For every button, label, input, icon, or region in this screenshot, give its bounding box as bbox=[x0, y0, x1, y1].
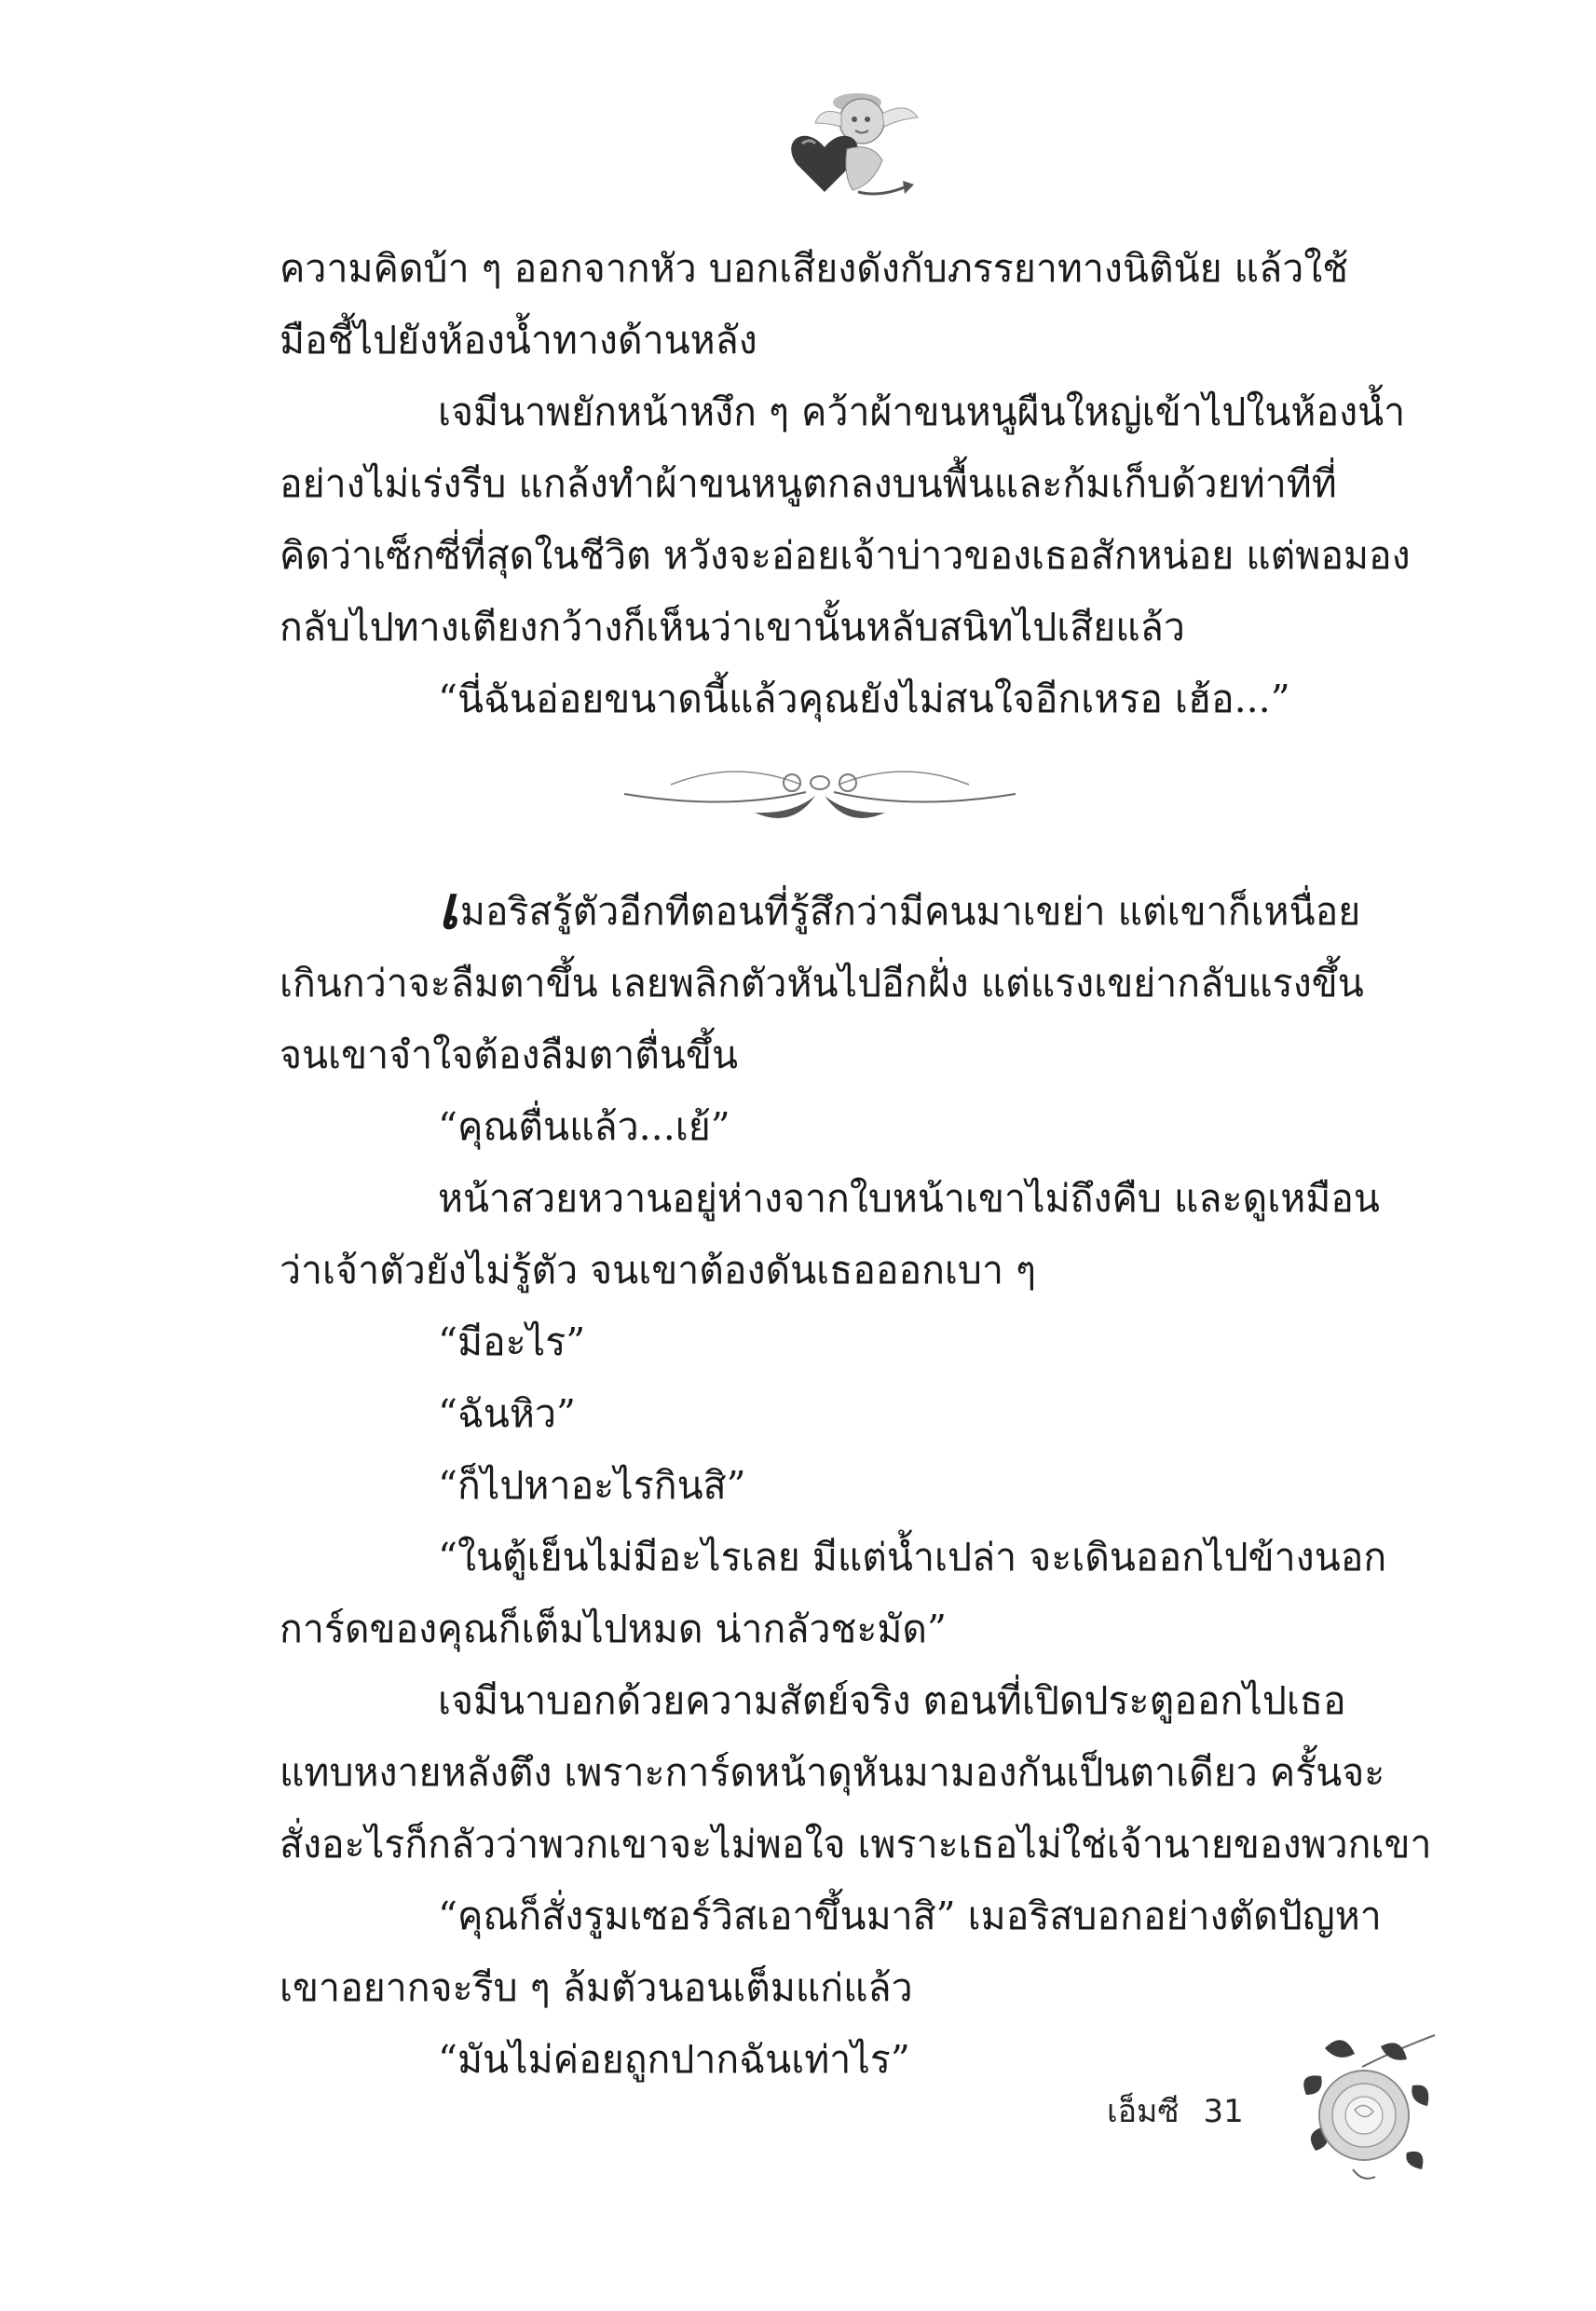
page-number: 31 bbox=[1203, 2093, 1244, 2130]
paragraph bbox=[280, 1306, 1412, 1378]
text-line: ว่าเจ้าตัวยังไม่รู้ตัว จนเขาต้องดันเธอออกเบา ๆ bbox=[280, 1248, 1037, 1292]
paragraph bbox=[280, 1522, 1412, 1665]
text-line: “ฉันหิว” bbox=[438, 1391, 576, 1436]
paragraph bbox=[280, 376, 1412, 663]
text-line: แทบหงายหลังตึง เพราะการ์ดหน้าดุหันมามองกันเป็นตาเดียว ครั้นจะ bbox=[280, 1750, 1385, 1795]
text-line: การ์ดของคุณก็เต็มไปหมด น่ากลัวชะมัด” bbox=[280, 1607, 947, 1651]
text-line-rest: มอริสรู้ตัวอีกทีตอนที่รู้สึกว่ามีคนมาเขย่า แต่เขาก็เหนื่อย bbox=[459, 889, 1361, 934]
text-line: “นี่ฉันอ่อยขนาดนี้แล้วคุณยังไม่สนใจอีกเหรอ เฮ้อ...” bbox=[438, 677, 1290, 721]
paragraph bbox=[280, 1091, 1412, 1163]
text-line: สั่งอะไรก็กลัวว่าพวกเขาจะไม่พอใจ เพราะเธอไม่ใช่เจ้านายของพวกเขา bbox=[280, 1822, 1432, 1867]
text-line bbox=[280, 873, 1412, 948]
text-line: อย่างไม่เร่งรีบ แกล้งทำผ้าขนหนูตกลงบนพื้นและก้มเก็บด้วยท่าทีที่ bbox=[280, 461, 1337, 506]
text-line: หน้าสวยหวานอยู่ห่างจากใบหน้าเขาไม่ถึงคืบ และดูเหมือน bbox=[438, 1176, 1380, 1221]
text-line: “มันไม่ค่อยถูกปากฉันเท่าไร” bbox=[438, 2037, 910, 2082]
text-line: “มีอะไร” bbox=[438, 1320, 586, 1364]
text-line: “ในตู้เย็นไม่มีอะไรเลย มีแต่น้ำเปล่า จะเดินออกไปข้างนอก bbox=[438, 1535, 1387, 1579]
paragraph bbox=[280, 233, 1412, 376]
text-line: จนเขาจำใจต้องลืมตาตื่นขึ้น bbox=[280, 1032, 738, 1077]
text-line: เกินกว่าจะลืมตาขึ้น เลยพลิกตัวหันไปอีกฝั่ง แต่แรงเขย่ากลับแรงขึ้น bbox=[280, 961, 1364, 1005]
paragraph bbox=[280, 1880, 1412, 2024]
text-block-top bbox=[280, 233, 1412, 735]
page-footer bbox=[1107, 2085, 1244, 2136]
text-line: กลับไปทางเตียงกว้างก็เห็นว่าเขานั้นหลับสนิทไปเสียแล้ว bbox=[280, 605, 1185, 650]
text-block-main bbox=[280, 873, 1432, 2096]
paragraph bbox=[280, 663, 1412, 735]
text-line: “คุณก็สั่งรูมเซอร์วิสเอาขึ้นมาสิ” เมอริสบอกอย่างตัดปัญหา bbox=[438, 1894, 1382, 1938]
paragraph bbox=[280, 873, 1412, 1091]
running-title: เอ็มซี bbox=[1107, 2093, 1180, 2130]
paragraph bbox=[280, 1163, 1412, 1306]
text-line: คิดว่าเซ็กซี่ที่สุดในชีวิต หวังจะอ่อยเจ้าบ่าวของเธอสักหน่อย แต่พอมอง bbox=[280, 533, 1411, 578]
rose-icon bbox=[1297, 2030, 1437, 2188]
text-line: เจมีนาบอกด้วยความสัตย์จริง ตอนที่เปิดประตูออกไปเธอ bbox=[438, 1678, 1346, 1723]
drop-cap: เ bbox=[438, 873, 458, 943]
text-line: ความคิดบ้า ๆ ออกจากหัว บอกเสียงดังกับภรรยาทางนิตินัย แล้วใช้ bbox=[280, 246, 1349, 291]
text-line: เจมีนาพยักหน้าหงึก ๆ คว้าผ้าขนหนูผืนใหญ่เข้าไปในห้องน้ำ bbox=[438, 390, 1406, 434]
text-line: “คุณตื่นแล้ว...เย้” bbox=[438, 1104, 730, 1149]
paragraph bbox=[280, 1450, 1412, 1522]
text-line: มือชี้ไปยังห้องน้ำทางด้านหลัง bbox=[280, 318, 757, 362]
text-line: “ก็ไปหาอะไรกินสิ” bbox=[438, 1463, 746, 1508]
paragraph bbox=[280, 1665, 1432, 1880]
text-line: เขาอยากจะรีบ ๆ ล้มตัวนอนเต็มแก่แล้ว bbox=[280, 1965, 913, 2010]
paragraph bbox=[280, 1378, 1412, 1450]
cupid-heart-icon bbox=[769, 82, 927, 203]
scene-divider-ornament bbox=[615, 757, 1025, 831]
